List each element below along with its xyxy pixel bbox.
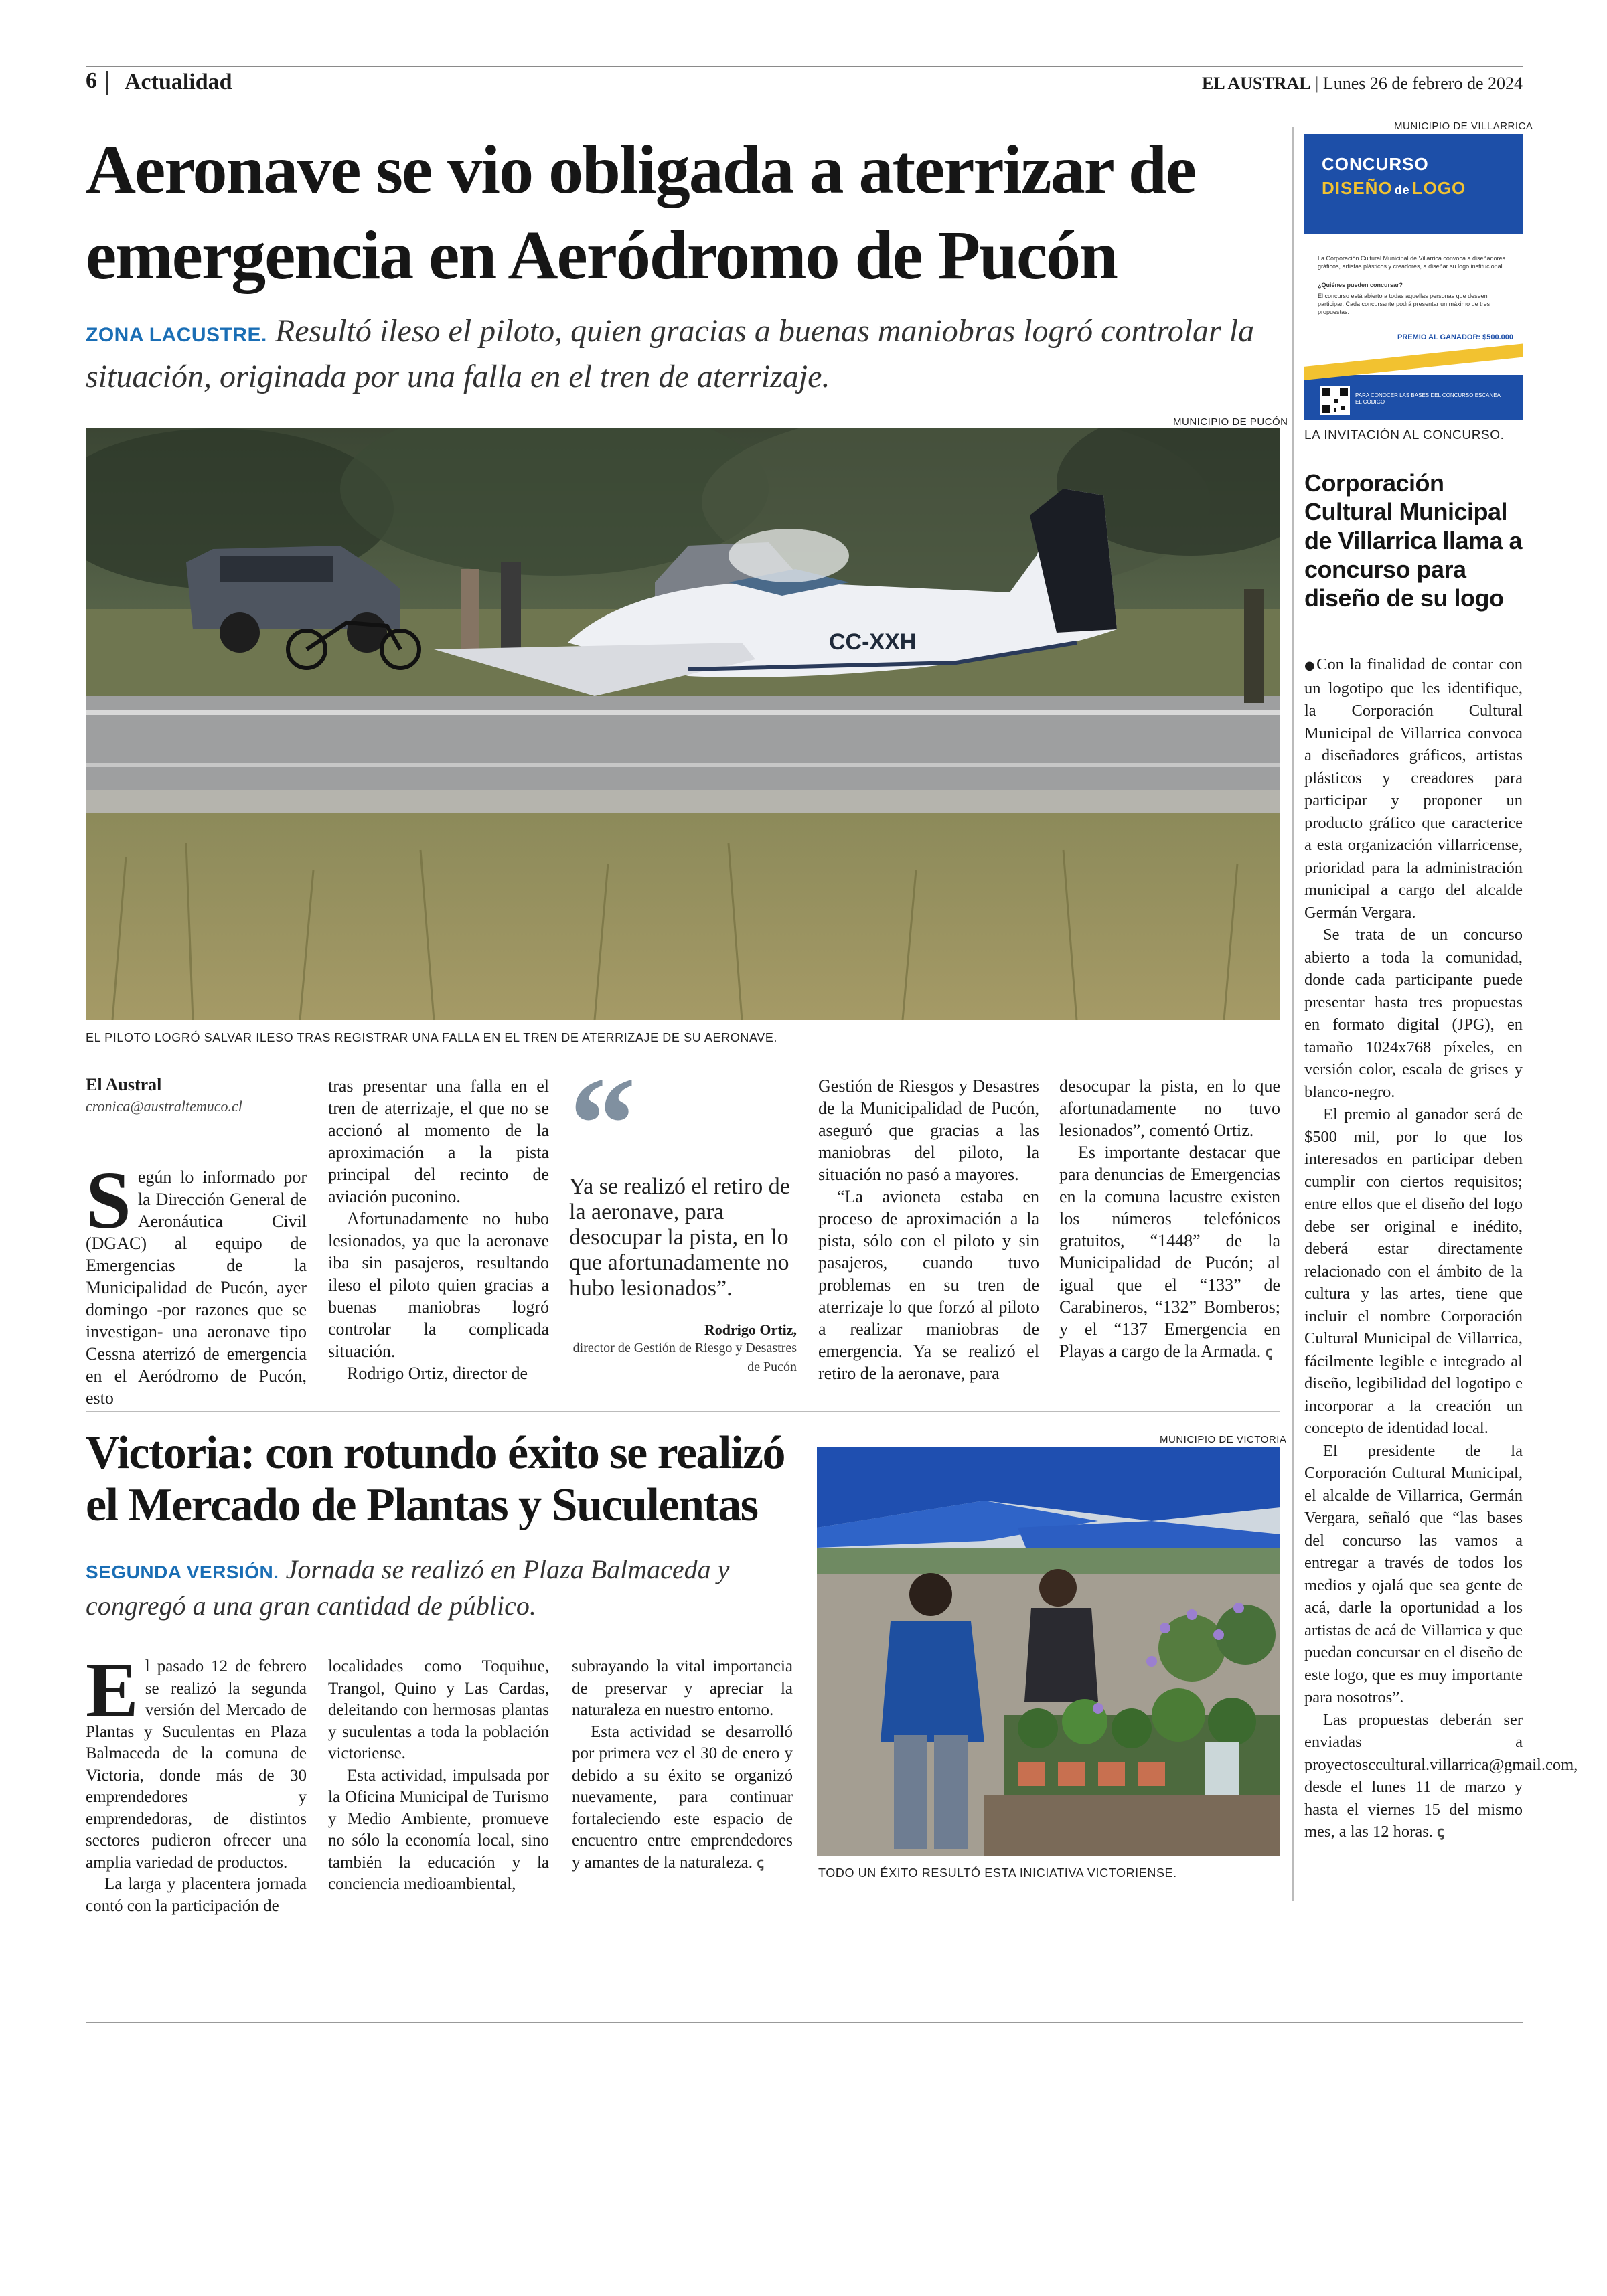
article1-col2-p1: tras presentar una falla en el tren de aterrizaje, el que no se accionó al momento de la aproximación a la pista principal del recinto de aviación puconino. <box>328 1076 549 1206</box>
article2-column-3 <box>572 1656 793 1874</box>
article1-column-4 <box>818 1075 1039 1384</box>
article1-col1-text: egún lo informado por la Dirección General de Aeronáutica Civil (DGAC) al equipo de Emergencias de la Municipalidad de Pucón, ayer domingo -por razones que se investigan- una aeronave tipo Cessna aterrizó de emergencia en el Aeródromo de Pucón, esto <box>86 1167 307 1408</box>
poster-title-de: de <box>1394 183 1410 197</box>
sidebar-p2: Se trata de un concurso abierto a toda la comunidad, donde cada participante puede presentar hasta tres propuestas en formato digital (JPG), en tamaño 1024x768 píxeles, en versión color, escala de grises y blanco-negro. <box>1304 926 1523 1101</box>
article2-col3-p2-text: Esta actividad se desarrolló por primera vez el 30 de enero y debido a su éxito se organizó nuevamente, para continuar fortaleciendo este espacio de encuentro entre emprendedores y amantes de la naturaleza. <box>572 1722 793 1872</box>
page-bottom-rule <box>86 2022 1523 2023</box>
article2-lead-label: SEGUNDA VERSIÓN. <box>86 1562 279 1582</box>
aircraft-photo-svg <box>86 428 1280 1020</box>
article1-column-2 <box>328 1075 549 1384</box>
masthead-date <box>1202 74 1523 94</box>
article1-photo-credit: MUNICIPIO DE PUCÓN <box>1173 416 1288 428</box>
sidebar-ad-credit: MUNICIPIO DE VILLARRICA <box>1394 120 1533 132</box>
article2-col3-p2 <box>572 1722 793 1874</box>
article1-col5-p2-text: Es importante destacar que para denuncias de Emergencias en la comuna lacustre existen los números telefónicos gratuitos, “1448” de la Municipalidad de Pucón; al igual que el “133” de Carabineros, “132” Bomberos; y el “137 Emergencia en Playas a cargo de la Armada. <box>1059 1143 1280 1361</box>
article2-col1-p2: La larga y placentera jornada contó con la participación de <box>86 1875 307 1915</box>
article2-col2-p2: Esta actividad, impulsada por la Oficina Municipal de Turismo y Medio Ambiente, promueve no sólo la economía local, sino también la educación y la conciencia medioambiental, <box>328 1766 549 1893</box>
section-title: Actualidad <box>125 70 232 94</box>
paper-name: EL AUSTRAL <box>1202 74 1311 93</box>
poster-small-text-3: El concurso está abierto a todas aquellas personas que deseen participar. Cada concursante podrá presentar un máximo de tres propuestas. <box>1318 293 1490 315</box>
article1-col4-p1: Gestión de Riesgos y Desastres de la Municipalidad de Pucón, aseguró que gracias a las maniobras del piloto, la situación no pasó a mayores. <box>818 1076 1039 1184</box>
article2-photo-credit: MUNICIPIO DE VICTORIA <box>1160 1434 1287 1445</box>
article2-col3-p1: subrayando la vital importancia de preservar y apreciar la naturaleza en nuestro entorno. <box>572 1657 793 1719</box>
article1-lead-label: ZONA LACUSTRE. <box>86 324 267 346</box>
article1-col4-p2: “La avioneta estaba en proceso de aproximación a la pista, sólo con el piloto y sin pasajeros, cuando tuvo problemas en su tren de aterrizaje lo que forzó al piloto a realizar maniobras de emergencia. Ya se realizó el retiro de la aeronave, para <box>818 1187 1039 1383</box>
sidebar-caption: LA INVITACIÓN AL CONCURSO. <box>1304 428 1505 442</box>
article1-headline: Aeronave se vio obligada a aterrizar de emergencia en Aeródromo de Pucón <box>86 131 1195 294</box>
article2-lead <box>86 1553 809 1623</box>
plant-market-photo <box>817 1447 1280 1856</box>
article1-dropcap: S <box>86 1155 131 1246</box>
sidebar-divider <box>1292 127 1294 1901</box>
poster-title-diseno: DISEÑO <box>1322 178 1393 198</box>
sidebar-body <box>1304 653 1578 1843</box>
qr-code-icon <box>1320 386 1350 415</box>
aircraft-photo <box>86 428 1280 1020</box>
poster-footer-text: PARA CONOCER LAS BASES DEL CONCURSO ESCANEA EL CÓDIGO <box>1355 392 1501 405</box>
article1-lead <box>86 311 1284 398</box>
article1-col2-p2: Afortunadamente no hubo lesionados, ya que la aeronave iba sin pasajeros, resultando ileso el piloto quien gracias a buenas maniobras logró controlar la complicada situación. <box>328 1209 549 1361</box>
page-number: 6 <box>86 68 97 93</box>
poster-title-line1: CONCURSO <box>1322 154 1429 174</box>
article1-column-1 <box>86 1155 307 1409</box>
poster-title-line2 <box>1322 178 1466 199</box>
svg-text:CC-XXH: CC-XXH <box>829 629 917 655</box>
sidebar-p4: El presidente de la Corporación Cultural Municipal, el alcalde de Villarrica, Germán Vergara, señaló que “las bases del concurso las vamos a entregar a través de todos los medios y ojalá que sea gente de acá, darle la oportunidad a los artistas de acá de Villarrica y que puedan concursar en el diseño de este logo, que es muy importante para nosotros”. <box>1304 1441 1523 1706</box>
pull-quote-role: director de Gestión de Riesgo y Desastres de Pucón <box>572 1341 797 1374</box>
sidebar-p5 <box>1304 1709 1578 1843</box>
article1-photo-caption: EL PILOTO LOGRÓ SALVAR ILESO TRAS REGISTRAR UNA FALLA EN EL TREN DE ATERRIZAJE DE SU AERONAVE. <box>86 1031 778 1044</box>
article2-column-1 <box>86 1646 307 1917</box>
article1-column-5 <box>1059 1075 1280 1363</box>
sidebar-p3: El premio al ganador será de $500 mil, por lo que los interesados en participar deben cumplir con ciertos requisitos; entre ellos que el diseño del logo debe ser original e inédito, deberá estar directamente relacionado con el ámbito de la cultura y las artes, tiene que incluir el nombre Corporación Cultural Municipal de Villarrica, fácilmente legible e integrado al diseño, legibilidad del logotipo e incorporar a la creación un concepto de identidad local. <box>1304 1105 1523 1437</box>
article2-column-2 <box>328 1656 549 1896</box>
article1-lead-text: Resultó ileso el piloto, quien gracias a buenas maniobras logró controlar la situación, originada por una falla en el tren de aterrizaje. <box>86 313 1255 394</box>
article-separator-rule <box>86 1411 1280 1412</box>
header-top-rule <box>86 66 1523 67</box>
date-separator: | <box>1315 74 1323 93</box>
poster-small-text-2: ¿Quiénes pueden concursar? <box>1318 282 1403 289</box>
end-mark-icon: ꞔ <box>757 1854 764 1871</box>
sidebar-headline: Corporación Cultural Municipal de Villarrica llama a concurso para diseño de su logo <box>1304 469 1523 612</box>
plant-market-photo-svg <box>817 1447 1280 1856</box>
poster-small-text-1: La Corporación Cultural Municipal de Villarrica convoca a diseñadores gráficos, artistas plásticos y creadores, a diseñar su logo institucional. <box>1318 255 1505 270</box>
article2-photo-caption: TODO UN ÉXITO RESULTÓ ESTA INICIATIVA VICTORIENSE. <box>818 1866 1177 1880</box>
sidebar-p1 <box>1304 653 1523 924</box>
article2-dropcap: E <box>86 1646 139 1734</box>
header-divider <box>106 71 108 95</box>
article2-col1-p1: l pasado 12 de febrero se realizó la segunda versión del Mercado de Plantas y Suculentas en Plaza Balmaceda de la comuna de Victoria, donde más de 30 emprendedores y emprendedoras, de distintos sectores pudieron ofrecer una amplia variedad de productos. <box>86 1657 307 1872</box>
bullet-icon: ● <box>1304 659 1317 673</box>
end-mark-icon: ꞔ <box>1437 1823 1444 1840</box>
article2-headline: Victoria: con rotundo éxito se realizó el Mercado de Plantas y Suculentas <box>86 1427 785 1531</box>
sidebar-p5-text: Las propuestas deberán ser enviadas a proyectosccultural.villarrica@gmail.com, desde el lunes 11 de marzo y hasta el viernes 15 del mismo mes, a las 12 horas. <box>1304 1710 1578 1841</box>
article2-lead-text: Jornada se realizó en Plaza Balmaceda y congregó a una gran cantidad de público. <box>86 1554 730 1621</box>
article1-byline-name: El Austral <box>86 1075 162 1094</box>
article1-col5-p2 <box>1059 1141 1280 1363</box>
poster-prize: PREMIO AL GANADOR: $500.000 <box>1397 333 1513 341</box>
article1-byline-email: cronica@australtemuco.cl <box>86 1098 242 1115</box>
contest-poster <box>1304 134 1523 420</box>
article1-pull-quote <box>569 1050 797 1406</box>
article1-col5-p1: desocupar la pista, en lo que afortunadamente no tuvo lesionados”, comentó Ortiz. <box>1059 1076 1280 1140</box>
pull-quote-name: Rodrigo Ortiz, <box>704 1321 797 1338</box>
sidebar-p1-text: Con la finalidad de contar con un logotipo que les identifique, la Corporación Cultural Municipal de Villarrica convoca a diseñadores gráficos, artistas plásticos y creadores para participar y proponer un producto gráfico que caracterice a esta organización villarricense, prioridad para la administración municipal a cargo del alcalde Germán Vergara. <box>1304 655 1523 922</box>
end-mark-icon: ꞔ <box>1265 1343 1273 1360</box>
issue-date: Lunes 26 de febrero de 2024 <box>1322 74 1523 93</box>
article1-col2-p3: Rodrigo Ortiz, director de <box>347 1364 528 1383</box>
pull-quote-text: Ya se realizó el retiro de la aeronave, para desocupar la pista, en lo que afortunadamente no hubo lesionados”. <box>569 1174 790 1301</box>
article2-col2-p1: localidades como Toquihue, Trangol, Quino y Las Cardas, deleitando con hermosas plantas y suculentas a toda la población victoriense. <box>328 1657 549 1762</box>
poster-title-logo: LOGO <box>1411 178 1466 198</box>
quote-mark-icon: “ <box>569 1050 636 1198</box>
